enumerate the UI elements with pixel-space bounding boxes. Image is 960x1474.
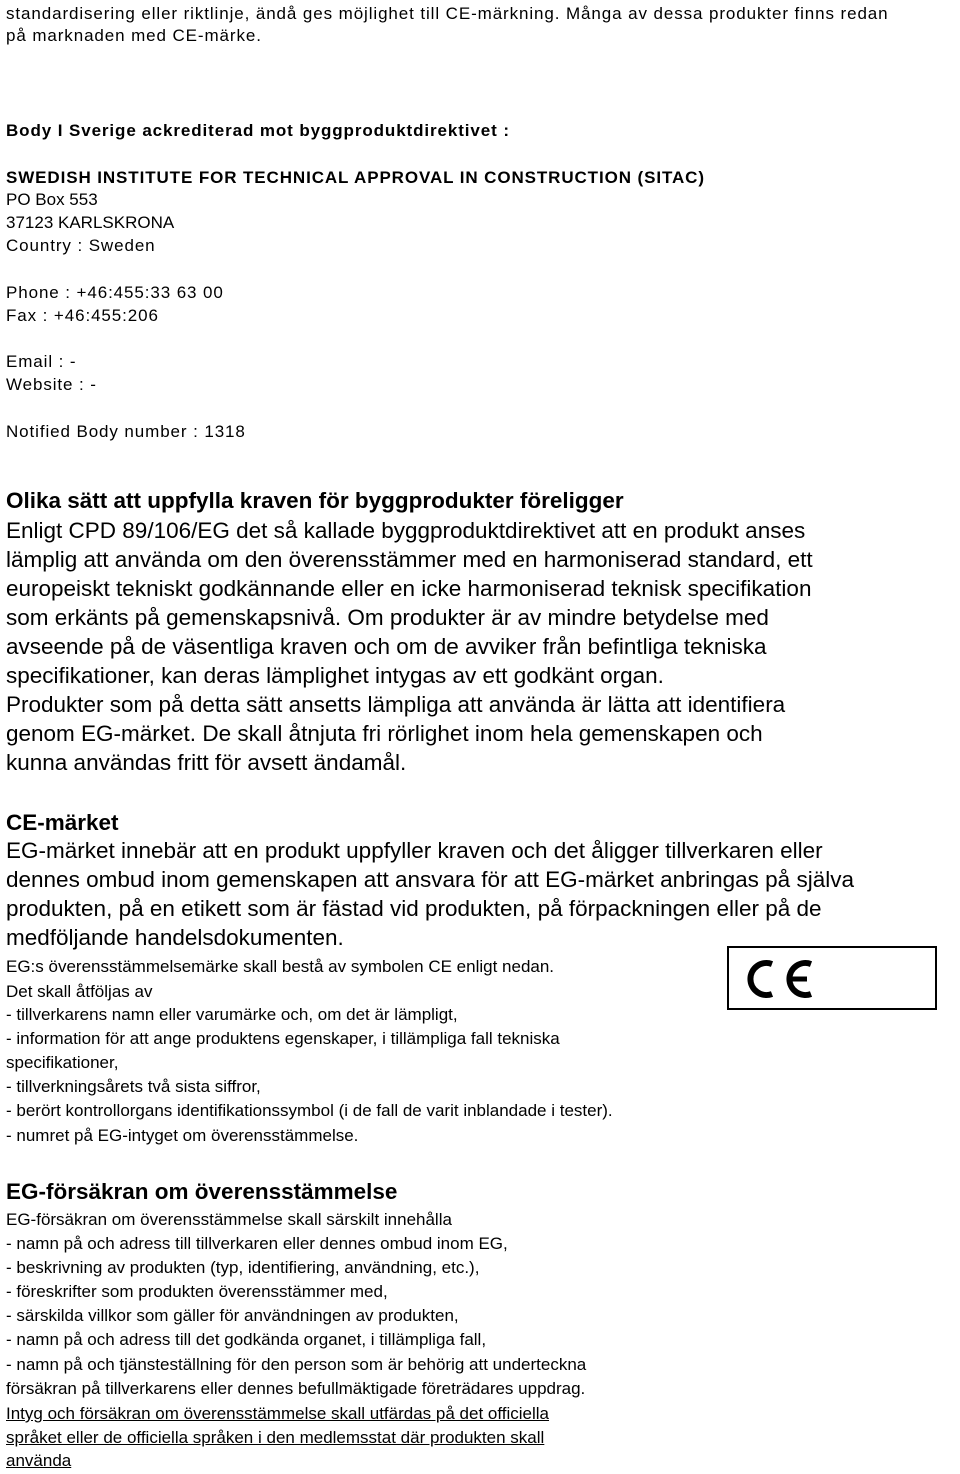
paragraph-line: lämplig att använda om den överensstämmer med en harmoniserad standard, ett <box>6 547 813 572</box>
paragraph-line: medföljande handelsdokumenten. <box>6 925 344 950</box>
list-line: - särskilda villkor som gäller för användningen av produkten, <box>6 1306 459 1325</box>
list-line: - beskrivning av produkten (typ, identifiering, användning, etc.), <box>6 1258 480 1277</box>
po-box: PO Box 553 <box>6 190 98 209</box>
email: Email : - <box>6 352 77 371</box>
paragraph-line: genom EG-märket. De skall åtnjuta fri rörlighet inom hela gemenskapen och <box>6 721 763 746</box>
notified-body-number: Notified Body number : 1318 <box>6 422 246 441</box>
phone: Phone : +46:455:33 63 00 <box>6 283 224 302</box>
intro-line: på marknaden med CE-märke. <box>6 26 262 45</box>
body-heading: Body I Sverige ackrediterad mot byggproduktdirektivet : <box>6 121 510 140</box>
list-line: försäkran på tillverkarens eller dennes befullmäktigade företrädares uppdrag. <box>6 1379 586 1398</box>
paragraph-line: som erkänts på gemenskapsnivå. Om produkter är av mindre betydelse med <box>6 605 769 630</box>
paragraph-line: produkten, på en etikett som är fästad vid produkten, på förpackningen eller på de <box>6 896 822 921</box>
section-heading: CE-märket <box>6 810 119 835</box>
underlined-line: språket eller de officiella språken i den medlemsstat där produkten skall <box>6 1428 545 1447</box>
paragraph-line: specifikationer, kan deras lämplighet intygas av ett godkänt organ. <box>6 663 664 688</box>
list-line: EG-försäkran om överensstämmelse skall särskilt innehålla <box>6 1210 452 1229</box>
paragraph-line: Enligt CPD 89/106/EG det så kallade byggproduktdirektivet att en produkt anses <box>6 518 806 543</box>
list-line: - numret på EG-intyget om överensstämmelse. <box>6 1126 359 1145</box>
country: Country : Sweden <box>6 236 156 255</box>
list-line: - namn på och tjänsteställning för den person som är behörig att underteckna <box>6 1355 587 1374</box>
underlined-line: använda <box>6 1451 72 1470</box>
website: Website : - <box>6 375 97 394</box>
fax: Fax : +46:455:206 <box>6 306 159 325</box>
list-line: - namn på och adress till det godkända organet, i tillämpliga fall, <box>6 1330 487 1349</box>
paragraph-line: avseende på de väsentliga kraven och om de avviker från befintliga tekniska <box>6 634 767 659</box>
org-name: SWEDISH INSTITUTE FOR TECHNICAL APPROVAL IN CONSTRUCTION (SITAC) <box>6 168 705 187</box>
ce-mark-icon <box>739 958 819 1000</box>
intro-line: standardisering eller riktlinje, ändå ges möjlighet till CE-märkning. Många av dessa produkter finns redan <box>6 4 889 23</box>
underlined-line: Intyg och försäkran om överensstämmelse skall utfärdas på det officiella <box>6 1404 550 1423</box>
list-line: - föreskrifter som produkten överensstämmer med, <box>6 1282 388 1301</box>
ce-mark-logo <box>727 946 937 1010</box>
list-line: EG:s överensstämmelsemärke skall bestå av symbolen CE enligt nedan. <box>6 957 555 976</box>
section-heading: EG-försäkran om överensstämmelse <box>6 1179 398 1204</box>
paragraph-line: dennes ombud inom gemenskapen att ansvara för att EG-märket anbringas på själva <box>6 867 854 892</box>
list-line: Det skall åtföljas av <box>6 982 153 1001</box>
paragraph-line: Produkter som på detta sätt ansetts lämpliga att använda är lätta att identifiera <box>6 692 786 717</box>
paragraph-line: europeiskt tekniskt godkännande eller en icke harmoniserad teknisk specifikation <box>6 576 812 601</box>
list-line: - namn på och adress till tillverkaren eller dennes ombud inom EG, <box>6 1234 508 1253</box>
list-line: - tillverkarens namn eller varumärke och, om det är lämpligt, <box>6 1005 458 1024</box>
list-line: specifikationer, <box>6 1053 119 1072</box>
list-line: - information för att ange produktens egenskaper, i tillämpliga fall tekniska <box>6 1029 560 1048</box>
postal-address: 37123 KARLSKRONA <box>6 213 175 232</box>
paragraph-line: kunna användas fritt för avsett ändamål. <box>6 750 407 775</box>
paragraph-line: EG-märket innebär att en produkt uppfyller kraven och det åligger tillverkaren eller <box>6 838 823 863</box>
section-heading: Olika sätt att uppfylla kraven för byggprodukter föreligger <box>6 488 624 513</box>
list-line: - tillverkningsårets två sista siffror, <box>6 1077 261 1096</box>
list-line: - berört kontrollorgans identifikationssymbol (i de fall de varit inblandade i tester). <box>6 1101 613 1120</box>
